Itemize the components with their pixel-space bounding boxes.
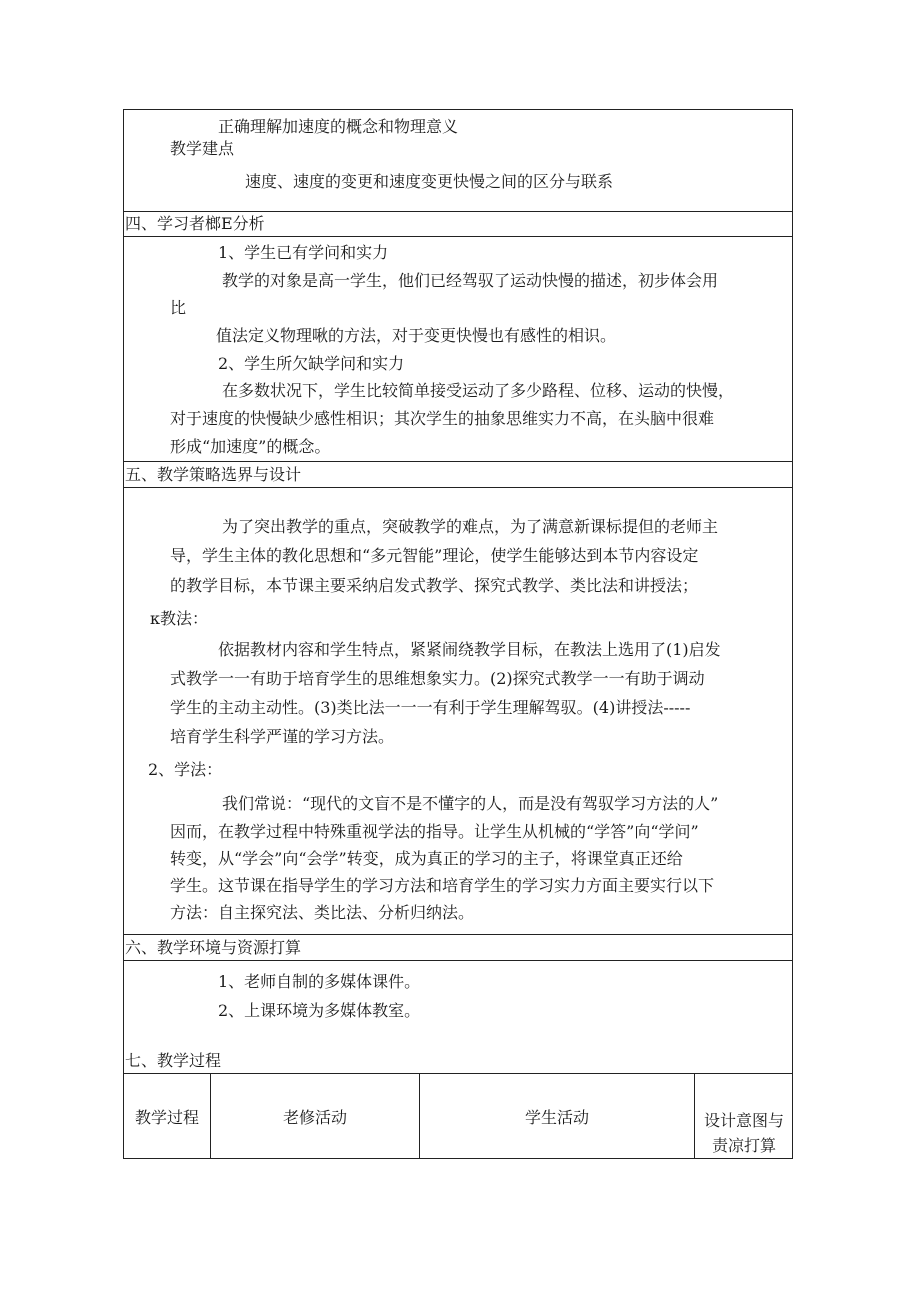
teaching-method-line3: 学生的主动主动性。(3)类比法一一一有利于学生理解驾驭。(4)讲授法----- xyxy=(170,698,691,717)
difficulty-heading: 教学建点 xyxy=(170,139,235,158)
header-teacher-activity: 老修活动 xyxy=(282,1108,347,1127)
goal-line: 正确理解加速度的概念和物理意义 xyxy=(218,117,459,136)
section4-p2-line2: 对于速度的快慢缺少感性相识；其次学生的抽象思维实力不高，在头脑中很难 xyxy=(170,409,715,428)
teaching-method-line4: 培育学生科学严谨的学习方法。 xyxy=(170,727,395,746)
header-design-intent-line2: 责凉打算 xyxy=(711,1136,776,1155)
section4-p1-line1: 教学的对象是高一学生，他们已经驾驭了运动快慢的描述，初步体会用 xyxy=(222,271,719,290)
strategy-intro-line2: 导，学生主体的教化思想和“多元智能”理论，使学生能够达到本节内容设定 xyxy=(170,546,699,565)
section4-p1-line2: 比 xyxy=(170,298,187,317)
section4-sub2: 2、学生所欠缺学问和实力 xyxy=(218,354,405,373)
section4-p1-line3: 值法定义物理啾的方法，对于变更快慢也有感性的相识。 xyxy=(216,326,617,345)
header-design-intent-line1: 设计意图与 xyxy=(703,1111,784,1130)
header-teaching-process: 教学过程 xyxy=(134,1108,199,1127)
section5-title: 五、教学策略选界与设计 xyxy=(125,465,302,484)
learning-method-line1: 我们常说：“现代的文盲不是不懂字的人，而是没有驾驭学习方法的人” xyxy=(222,794,719,813)
learning-method-line2: 因而，在教学过程中特殊重视学法的指导。让学生从机械的“学答”向“学问” xyxy=(170,822,699,841)
row-divider xyxy=(123,461,793,462)
section6-title: 六、教学环境与资源打算 xyxy=(125,938,302,957)
section4-title: 四、学习者榔E分析 xyxy=(125,214,265,233)
learning-method-heading: 2、学法： xyxy=(148,760,223,779)
teaching-method-line2: 式教学一一有助于培育学生的思维想象实力。(2)探究式教学一一有助于调动 xyxy=(170,669,705,688)
learning-method-line4: 学生。这节课在指导学生的学习方法和培育学生的学习实力方面主要实行以下 xyxy=(170,876,715,895)
row-divider xyxy=(123,487,793,488)
section4-p2-line3: 形成“加速度”的概念。 xyxy=(170,437,331,456)
row-divider xyxy=(123,934,793,935)
row-divider xyxy=(123,1073,793,1074)
section4-sub1: 1、学生已有学问和实力 xyxy=(218,243,389,262)
teaching-method-heading: κ教法： xyxy=(150,609,209,628)
section7-title: 七、教学过程 xyxy=(125,1051,222,1070)
resource-item: 1、老师自制的多媒体课件。 xyxy=(218,972,421,991)
learning-method-line3: 转变，从“学会”向“会学”转变，成为真正的学习的主子，将课堂真正还给 xyxy=(170,849,683,868)
row-divider xyxy=(123,236,793,237)
learning-method-line5: 方法：自主探究法、类比法、分析归纳法。 xyxy=(170,903,475,922)
resource-item: 2、上课环境为多媒体教室。 xyxy=(218,1001,421,1020)
row-divider xyxy=(123,960,793,961)
teaching-method-line1: 依据教材内容和学生特点，紧紧闹绕教学目标，在教法上选用了(1)启发 xyxy=(218,640,721,659)
row-divider xyxy=(123,211,793,212)
strategy-intro-line3: 的教学目标，本节课主要采纳启发式教学、探究式教学、类比法和讲授法； xyxy=(170,576,699,595)
section4-p2-line1: 在多数状况下，学生比较简单接受运动了多少路程、位移、运动的快慢， xyxy=(222,381,735,400)
header-student-activity: 学生活动 xyxy=(524,1108,589,1127)
strategy-intro-line1: 为了突出教学的重点，突破教学的难点，为了满意新课标提但的老师主 xyxy=(222,517,719,536)
difficulty-text: 速度、速度的变更和速度变更快慢之间的区分与联系 xyxy=(245,172,614,191)
